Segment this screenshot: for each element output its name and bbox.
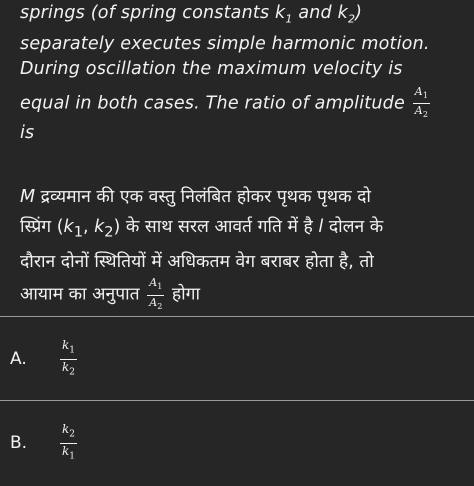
question-en-line-1 xyxy=(20,1,460,32)
option-a-fraction xyxy=(60,339,77,379)
question-hi-line-1 xyxy=(20,182,460,212)
text-segment: springs (of spring constants k xyxy=(20,3,286,23)
l-variable: l xyxy=(318,216,324,237)
text-segment: equal in both cases. The ratio of amplitude xyxy=(20,93,405,114)
subscript: 1 xyxy=(73,223,83,241)
text-segment: ) xyxy=(355,3,363,23)
question-en-line-3: During oscillation the maximum velocity is xyxy=(20,58,403,79)
text-segment: स्प्रिंग ( xyxy=(20,216,64,237)
option-b[interactable] xyxy=(0,401,474,485)
text-segment: , xyxy=(82,216,95,237)
k2-variable: k xyxy=(94,216,105,237)
fraction-numerator: $k_1$ xyxy=(60,339,77,359)
fraction-denominator: $k_2$ xyxy=(62,359,76,377)
amplitude-ratio-fraction xyxy=(413,86,430,121)
subscript: 2 xyxy=(347,12,356,26)
option-b-fraction xyxy=(60,423,77,463)
amplitude-ratio-fraction-hi xyxy=(147,277,164,312)
fraction-numerator: $k_2$ xyxy=(60,423,77,443)
fraction-denominator: $k_1$ xyxy=(62,443,76,461)
option-a-label: A. xyxy=(10,349,27,369)
text-segment: होगा xyxy=(171,285,201,306)
question-hi-line-3: दौरान दोनों स्थितियों में अधिकतम वेग बराबर होता है, तो xyxy=(20,252,374,273)
option-b-label: B. xyxy=(10,433,28,453)
text-segment: दोलन के xyxy=(323,216,384,237)
k1-variable: k xyxy=(63,216,74,237)
question-hindi xyxy=(20,182,460,313)
fraction-denominator: $A_2$ xyxy=(414,103,429,119)
text-segment: and k xyxy=(292,3,348,23)
text-segment: द्रव्यमान की एक वस्तु निलंबित होकर पृथक पृथक दो xyxy=(35,186,371,207)
question-hi-line-4 xyxy=(20,277,460,312)
fraction-numerator: $A_1$ xyxy=(147,277,164,295)
text-segment: आयाम का अनुपात xyxy=(20,285,146,306)
subscript: 1 xyxy=(285,12,293,26)
text-segment: ) के साथ सरल आवर्त गति में है xyxy=(113,216,319,237)
mass-variable: M xyxy=(20,186,36,207)
fraction-denominator: $A_2$ xyxy=(149,295,163,311)
question-en-line-4 xyxy=(20,86,460,121)
question-en-line-5: is xyxy=(20,122,35,143)
question-text xyxy=(20,0,460,313)
fraction-numerator: $A_1$ xyxy=(413,86,430,104)
question-hi-line-2 xyxy=(20,212,460,248)
question-en-line-2: separately executes simple harmonic motion. xyxy=(20,33,430,54)
subscript: 2 xyxy=(104,223,114,241)
option-a[interactable] xyxy=(0,317,474,401)
